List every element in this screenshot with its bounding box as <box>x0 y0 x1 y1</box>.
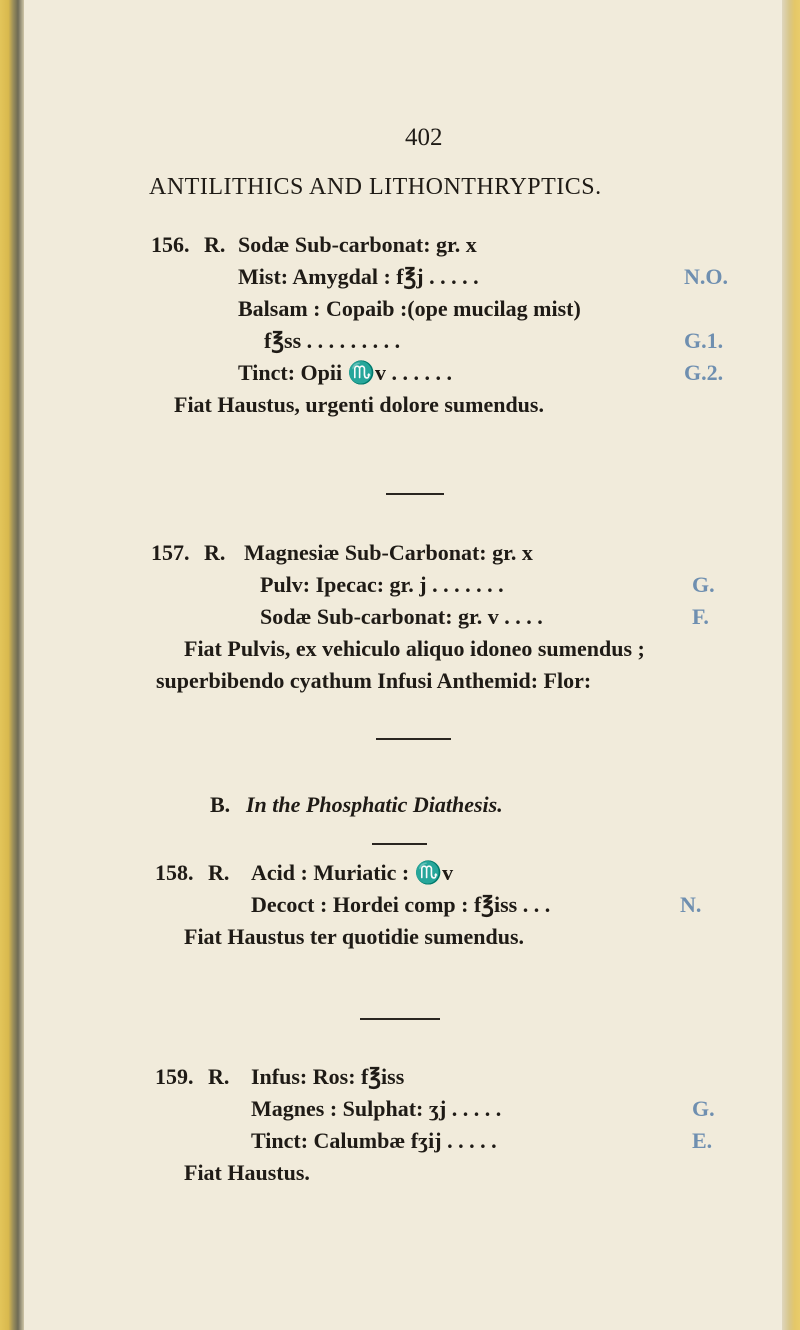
recipe-157-line-3: Sodæ Sub-carbonat: gr. v . . . . <box>260 604 543 629</box>
recipe-159-mark-2: E. <box>692 1128 713 1153</box>
recipe-157-rx: R. <box>204 540 226 565</box>
recipe-156-number: 156. <box>151 232 190 257</box>
recipe-156-mark-3: G.2. <box>684 360 724 385</box>
recipe-157-mark-1: G. <box>692 572 715 597</box>
section-letter: B. <box>210 792 231 817</box>
recipe-156-mark-2: G.1. <box>684 328 724 353</box>
recipe-156-line-5: Tinct: Opii ♏v . . . . . . <box>238 360 453 385</box>
recipe-159-mark-1: G. <box>692 1096 715 1121</box>
recipe-159-closing: Fiat Haustus. <box>184 1160 310 1185</box>
recipe-156-line-1: Sodæ Sub-carbonat: gr. x <box>238 232 477 257</box>
recipe-156-line-3: Balsam : Copaib :(ope mucilag mist) <box>238 296 581 321</box>
recipe-158-line-1: Acid : Muriatic : ♏v <box>251 860 454 885</box>
recipe-158-rx: R. <box>208 860 230 885</box>
recipe-157-number: 157. <box>151 540 190 565</box>
right-page-edge <box>782 0 800 1330</box>
page-title: ANTILITHICS AND LITHONTHRYPTICS. <box>149 174 602 200</box>
recipe-157-closing-2: superbibendo cyathum Infusi Anthemid: Flor: <box>156 668 592 693</box>
recipe-159-line-1: Infus: Ros: f℥iss <box>251 1064 405 1089</box>
recipe-156-mark-1: N.O. <box>684 264 728 289</box>
recipe-156-line-4: f℥ss . . . . . . . . . <box>264 328 401 353</box>
recipe-156-closing: Fiat Haustus, urgenti dolore sumendus. <box>174 392 544 417</box>
separator-rule-1 <box>386 493 444 495</box>
section-heading: In the Phosphatic Diathesis. <box>246 792 503 817</box>
recipe-157-mark-2: F. <box>692 604 709 629</box>
recipe-158-number: 158. <box>155 860 194 885</box>
separator-rule-2 <box>376 738 451 740</box>
recipe-157-line-1: Magnesiæ Sub-Carbonat: gr. x <box>244 540 533 565</box>
book-page <box>24 0 782 1330</box>
separator-rule-3 <box>372 843 427 845</box>
recipe-159-line-3: Tinct: Calumbæ fʒij . . . . . <box>251 1128 497 1153</box>
separator-rule-4 <box>360 1018 440 1020</box>
recipe-157-closing-1: Fiat Pulvis, ex vehiculo aliquo idoneo sumendus ; <box>184 636 645 661</box>
recipe-159-rx: R. <box>208 1064 230 1089</box>
recipe-159-line-2: Magnes : Sulphat: ʒj . . . . . <box>251 1096 502 1121</box>
recipe-158-line-2: Decoct : Hordei comp : f℥iss . . . <box>251 892 551 917</box>
left-page-edge <box>0 0 24 1330</box>
recipe-157-line-2: Pulv: Ipecac: gr. j . . . . . . . <box>260 572 504 597</box>
recipe-156-rx: R. <box>204 232 226 257</box>
recipe-158-mark-1: N. <box>680 892 702 917</box>
recipe-156-line-2: Mist: Amygdal : f℥j . . . . . <box>238 264 479 289</box>
page-number: 402 <box>405 124 443 151</box>
recipe-159-number: 159. <box>155 1064 194 1089</box>
recipe-158-closing: Fiat Haustus ter quotidie sumendus. <box>184 924 525 949</box>
